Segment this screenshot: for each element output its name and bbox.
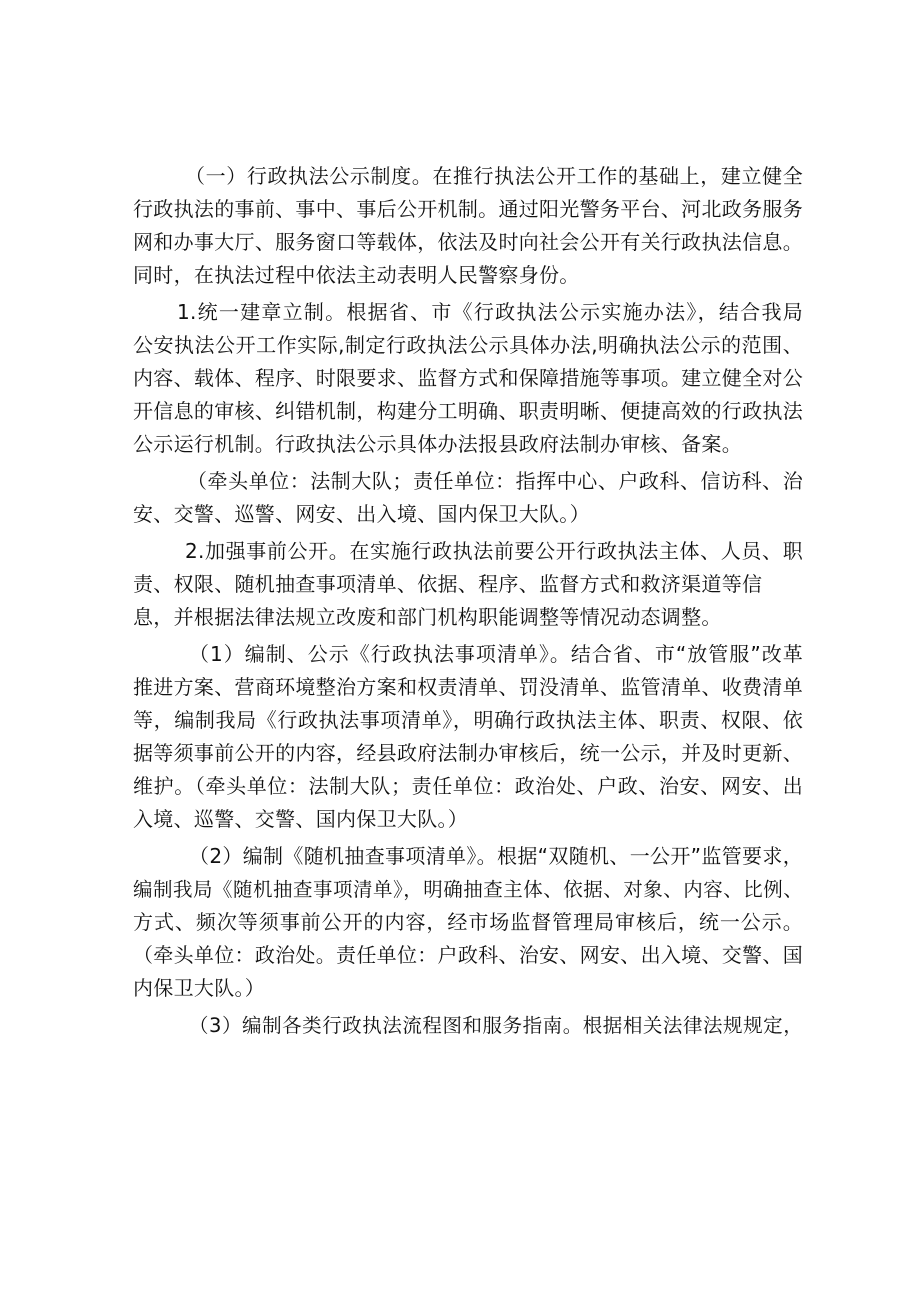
text-line: 据等须事前公开的内容，经县政府法制办审核后，统一公示，并及时更新、 (133, 741, 803, 765)
text-line: 1.统一建章立制。根据省、市《行政执法公示实施办法》，结合我局 (177, 300, 803, 324)
text-line: 网和办事大厅、服务窗口等载体，依法及时向社会公开有关行政执法信息。 (133, 230, 803, 254)
text-line: 内保卫大队。） (133, 976, 266, 1000)
text-line: 内容、载体、程序、时限要求、监督方式和保障措施等事项。建立健全对公 (133, 366, 803, 390)
text-line: 2.加强事前公开。在实施行政执法前要公开行政执法主体、人员、职 (185, 539, 803, 563)
text-line: 方式、频次等须事前公开的内容，经市场监督管理局审核后，统一公示。 (133, 910, 803, 934)
text-line: （3）编制各类行政执法流程图和服务指南。根据相关法律法规规定， (189, 1014, 803, 1037)
text-line: 入境、巡警、交警、国内保卫大队。） (133, 807, 469, 831)
text-line: （一）行政执法公示制度。在推行执法公开工作的基础上，建立健全 (185, 164, 803, 188)
text-line: （牵头单位：政治处。责任单位：户政科、治安、网安、出入境、交警、国 (133, 943, 803, 967)
text-line: 公示运行机制。行政执法公示具体办法报县政府法制办审核、备案。 (133, 432, 742, 456)
text-line: 同时，在执法过程中依法主动表明人民警察身份。 (133, 263, 580, 287)
paragraph-item-1 (133, 296, 803, 461)
text-line: 行政执法的事前、事中、事后公开机制。通过阳光警务平台、河北政务服务 (133, 197, 803, 221)
text-line: 维护。（牵头单位：法制大队；责任单位：政治处、户政、治安、网安、出 (133, 774, 803, 798)
text-line: 安、交警、巡警、网安、出入境、国内保卫大队。） (133, 502, 590, 526)
paragraph-item-1-units (133, 465, 803, 531)
text-line: 开信息的审核、纠错机制，构建分工明确、职责明晰、便捷高效的行政执法 (133, 399, 803, 423)
document-body (133, 160, 803, 1042)
text-line: 责、权限、随机抽查事项清单、依据、程序、监督方式和救济渠道等信 (133, 572, 763, 596)
text-line: 推进方案、营商环境整治方案和权责清单、罚没清单、监管清单、收费清单 (133, 675, 803, 699)
paragraph-item-2-2 (133, 840, 803, 1005)
text-line: （2）编制《随机抽查事项清单》。根据“双随机、一公开”监管要求， (189, 844, 803, 868)
paragraph-item-2-1 (133, 638, 803, 836)
paragraph-item-2 (133, 535, 803, 634)
text-line: 编制我局《随机抽查事项清单》，明确抽查主体、依据、对象、内容、比例、 (133, 878, 803, 901)
text-line: 息，并根据法律法规立改废和部门机构职能调整等情况动态调整。 (133, 605, 722, 629)
text-line: （1）编制、公示《行政执法事项清单》。结合省、市“放管服”改革 (189, 642, 803, 666)
text-line: （牵头单位：法制大队；责任单位：指挥中心、户政科、信访科、治 (187, 469, 803, 493)
text-line: 等，编制我局《行政执法事项清单》，明确行政执法主体、职责、权限、依 (133, 708, 803, 732)
text-line: 公安执法公开工作实际,制定行政执法公示具体办法,明确执法公示的范围、 (133, 333, 803, 357)
paragraph-section-one (133, 160, 803, 292)
paragraph-item-2-3 (133, 1009, 803, 1042)
